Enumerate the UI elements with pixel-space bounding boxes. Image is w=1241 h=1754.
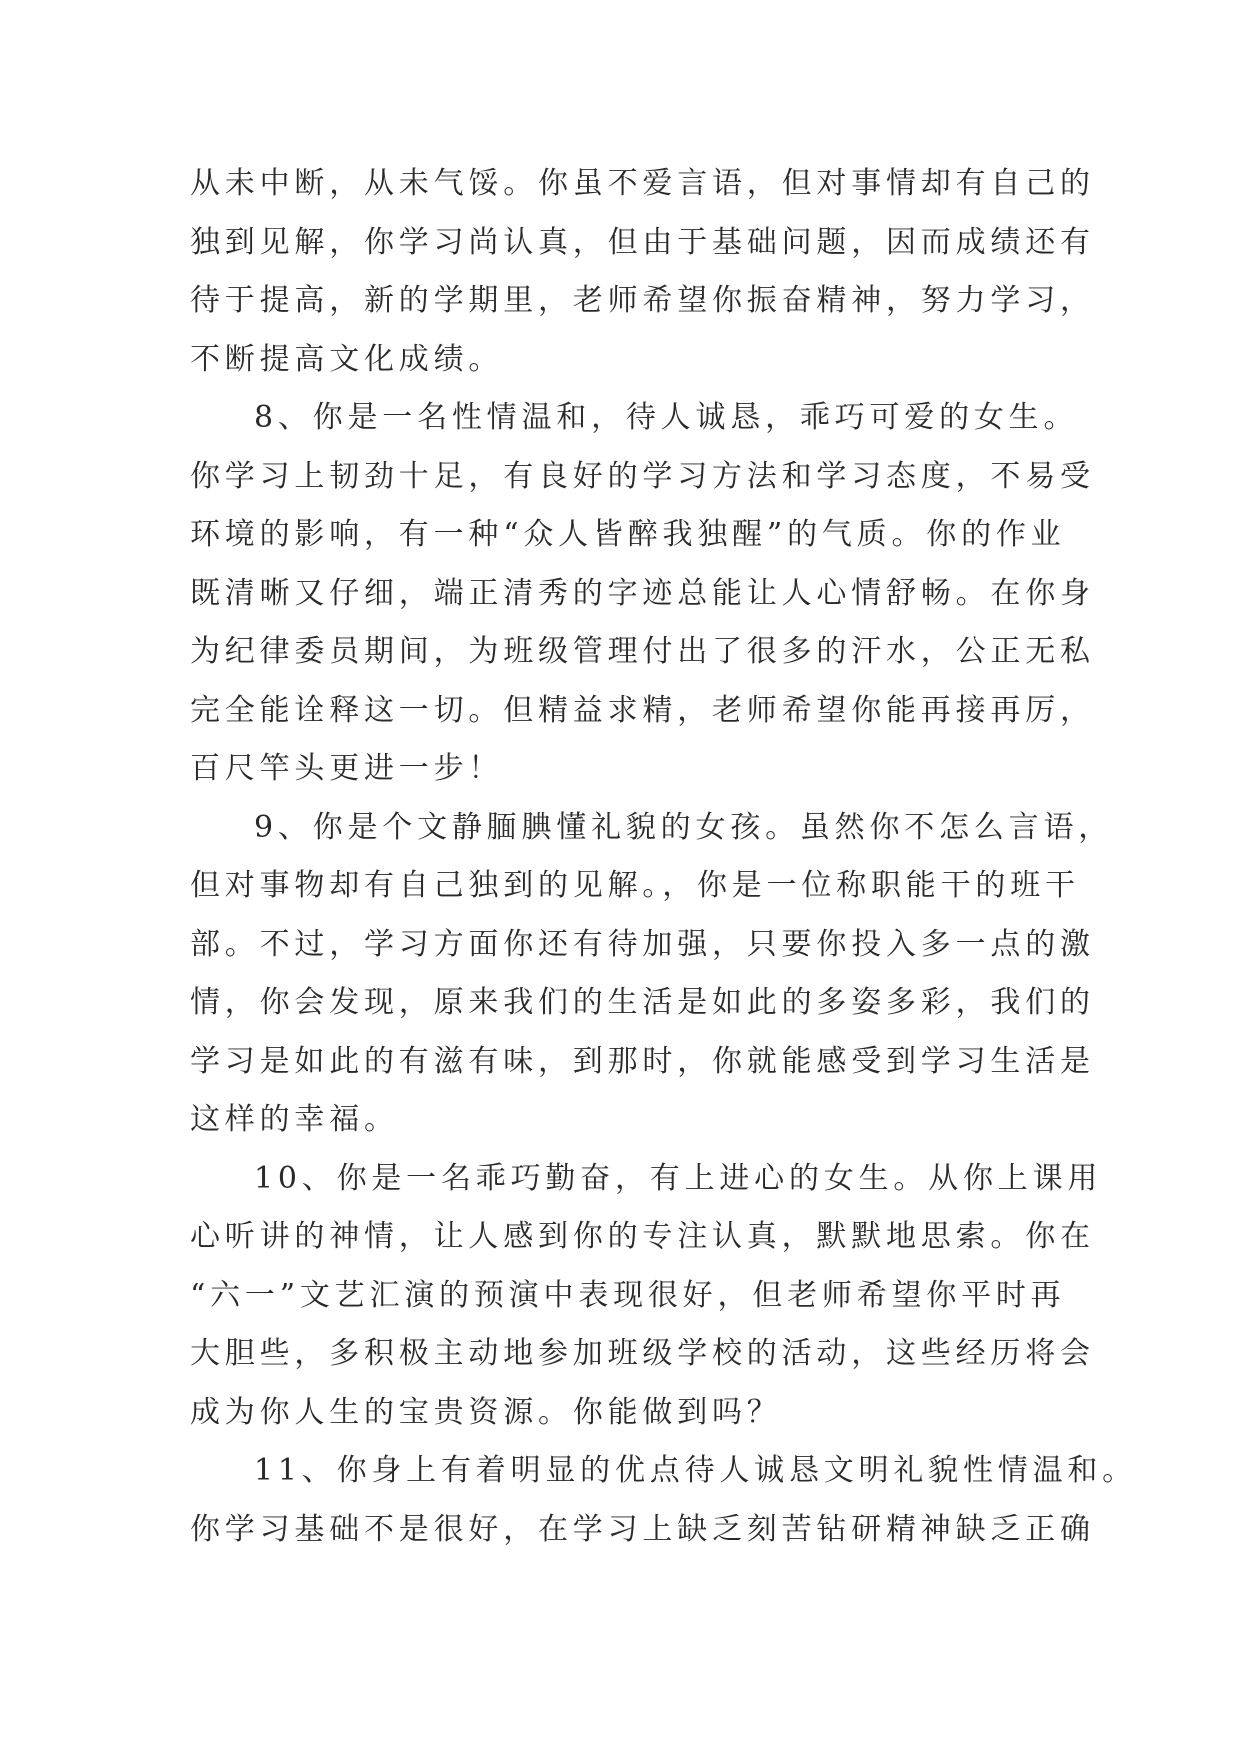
text-line: 心听讲的神情，让人感到你的专注认真，默默地思索。你在 [190, 1219, 1095, 1254]
text-line: 情，你会发现，原来我们的生活是如此的多姿多彩，我们的 [190, 985, 1095, 1020]
paragraph-first-line: 9、你是个文静腼腆懂礼貌的女孩。虽然你不怎么言语， [254, 809, 1114, 845]
text-line: 但对事物却有自己独到的见解。，你是一位称职能干的班干 [190, 868, 1080, 903]
text-line: 大胆些，多积极主动地参加班级学校的活动，这些经历将会 [190, 1336, 1095, 1371]
text-line: 独到见解，你学习尚认真，但由于基础问题，因而成绩还有 [190, 224, 1095, 260]
text-line: 不断提高文化成绩。 [190, 341, 504, 377]
paragraph-first-line: 10、你是一名乖巧勤奋，有上进心的女生。从你上课用 [254, 1160, 1103, 1196]
text-line: 既清晰又仔细，端正清秀的字迹总能让人心情舒畅。在你身 [190, 575, 1095, 611]
document-body [190, 155, 1137, 1559]
paragraph-first-line: 11、你身上有着明显的优点待人诚恳文明礼貌性情温和。 [254, 1453, 1137, 1488]
text-line: “六一”文艺汇演的预演中表现很好，但老师希望你平时再 [190, 1277, 1066, 1313]
text-line: 部。不过，学习方面你还有待加强，只要你投入多一点的激 [190, 926, 1095, 962]
text-line: 百尺竿头更进一步！ [190, 751, 504, 786]
text-line: 你学习基础不是很好，在学习上缺乏刻苦钻研精神缺乏正确 [190, 1511, 1095, 1547]
text-line: 这样的幸福。 [190, 1102, 399, 1137]
text-line: 成为你人生的宝贵资源。你能做到吗？ [190, 1394, 782, 1430]
text-line: 为纪律委员期间，为班级管理付出了很多的汗水，公正无私 [190, 634, 1095, 669]
paragraph-first-line: 8、你是一名性情温和，待人诚恳，乖巧可爱的女生。 [254, 400, 1079, 435]
text-line: 待于提高，新的学期里，老师希望你振奋精神，努力学习， [190, 283, 1095, 318]
text-line: 你学习上韧劲十足，有良好的学习方法和学习态度，不易受 [190, 458, 1095, 494]
text-line: 环境的影响，有一种“众人皆醉我独醒”的气质。你的作业 [190, 517, 1066, 552]
text-line: 从未中断，从未气馁。你虽不爱言语，但对事情却有自己的 [190, 166, 1095, 201]
text-line: 完全能诠释这一切。但精益求精，老师希望你能再接再厉， [190, 692, 1095, 728]
text-line: 学习是如此的有滋有味，到那时，你就能感受到学习生活是 [190, 1043, 1095, 1079]
